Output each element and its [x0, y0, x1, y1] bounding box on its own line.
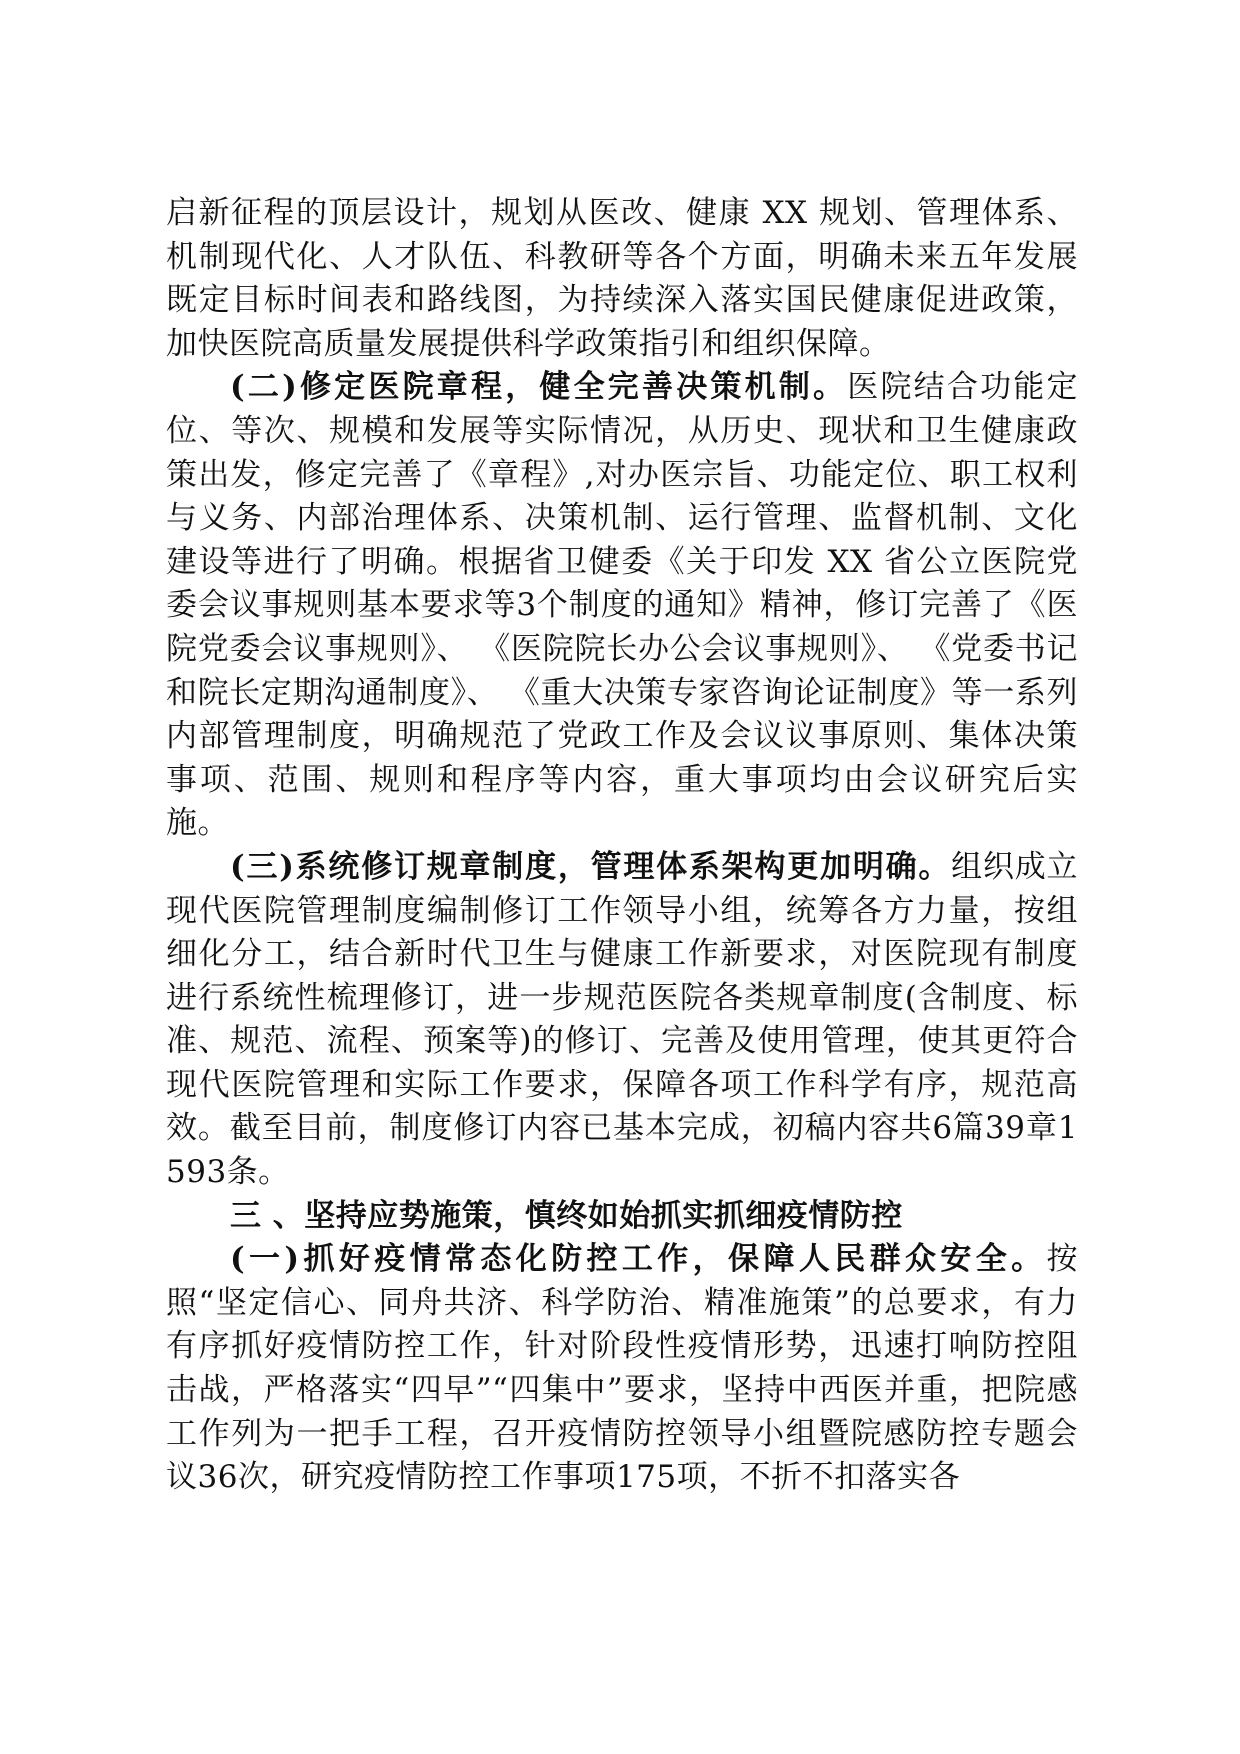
- paragraph-revise-charter: [166, 366, 1078, 846]
- document-body: [166, 192, 1078, 1500]
- paragraph-lead: (二)修定医院章程，健全完善决策机制。: [230, 369, 848, 406]
- paragraph-lead: (一)抓好疫情常态化防控工作，保障人民群众安全。: [230, 1241, 1047, 1278]
- paragraph-text: 按照“坚定信心、同舟共济、科学防治、精准施策”的总要求，有力有序抓好疫情防控工作，针对阶段性疫情形势，迅速打响防控阻击战，严格落实“四早”“四集中”要求，坚持中西医并重，把院感工作列为一把手工程，召开疫情防控领导小组暨院感防控专题会议36次，研究疫情防控工作事项175项，不折不扣落实各: [166, 1241, 1078, 1496]
- paragraph-revise-rules: [166, 846, 1078, 1195]
- paragraph-text: 医院结合功能定位、等次、规模和发展等实际情况，从历史、现状和卫生健康政策出发，修定完善了《章程》,对办医宗旨、功能定位、职工权利与义务、内部治理体系、决策机制、运行管理、监督机制、文化建设等进行了明确。根据省卫健委《关于印发 XX 省公立医院党委会议事规则基本要求等3个制度的通知》精神，修订完善了《医院党委会议事规则》、 《医院院长办公会议事规则》、 《党委书记和院长定期沟通制度》、 《重大决策专家咨询论证制度》等一系列内部管理制度，明确规范了党政工作及会议议事原则、集体决策事项、范围、规则和程序等内容，重大事项均由会议研究后实施。: [166, 369, 1079, 842]
- paragraph-lead: (三)系统修订规章制度，管理体系架构更加明确。: [230, 848, 952, 885]
- paragraph-continuation: [166, 192, 1078, 366]
- paragraph-epidemic-control: [166, 1238, 1078, 1500]
- paragraph-text: 启新征程的顶层设计，规划从医改、健康 XX 规划、管理体系、机制现代化、人才队伍、科教研等各个方面，明确未来五年发展既定目标时间表和路线图，为持续深入落实国民健康促进政策，加快医院高质量发展提供科学政策指引和组织保障。: [166, 195, 1078, 362]
- paragraph-text: 组织成立现代医院管理制度编制修订工作领导小组，统筹各方力量，按组细化分工，结合新时代卫生与健康工作新要求，对医院现有制度进行系统性梳理修订，进一步规范医院各类规章制度(含制度、标准、规范、流程、预案等)的修订、完善及使用管理，使其更符合现代医院管理和实际工作要求，保障各项工作科学有序，规范高效。截至目前，制度修订内容已基本完成，初稿内容共6篇39章1593条。: [166, 848, 1078, 1191]
- section-heading: 三 、坚持应势施策，慎终如始抓实抓细疫情防控: [230, 1197, 903, 1234]
